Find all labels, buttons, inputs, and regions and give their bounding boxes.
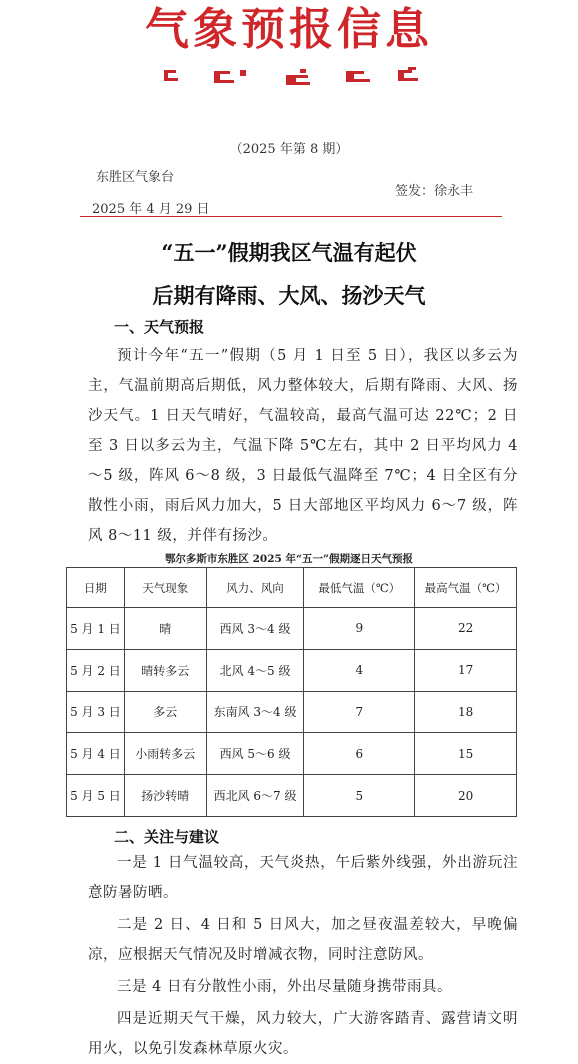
cell-min-temp: 6 [304,733,415,775]
cell-weather: 多云 [124,691,206,733]
cell-date: 5 月 1 日 [67,608,125,650]
cell-date: 5 月 4 日 [67,733,125,775]
cell-weather: 晴转多云 [124,649,206,691]
cell-weather: 扬沙转晴 [124,775,206,817]
cell-min-temp: 7 [304,691,415,733]
cell-max-temp: 18 [415,691,517,733]
header-cell: 风力、风向 [206,568,304,608]
table-row [67,649,517,691]
headline-line-2: 后期有降雨、大风、扬沙天气 [152,283,426,308]
cell-wind: 西北风 6～7 级 [206,775,304,817]
advice-item-1: 一是 1 日气温较高，天气炎热，午后紫外线强，外出游玩注意防暑防晒。 [88,855,518,901]
cell-min-temp: 5 [304,775,415,817]
signer: 签发：徐永丰 [395,184,474,199]
cell-date: 5 月 5 日 [67,775,125,817]
advice-item-2: 二是 2 日、4 日和 5 日风大，加之昼夜温差较大，早晚偏凉，应根据天气情况及时增减衣物，同时注意防风。 [88,917,518,963]
table-row [67,691,517,733]
header-divider [80,216,502,217]
cell-wind: 东南风 3～4 级 [206,691,304,733]
cell-wind: 北风 4～5 级 [206,649,304,691]
table-row [67,608,517,650]
daily-forecast-table [66,567,517,817]
cell-date: 5 月 3 日 [67,691,125,733]
cell-max-temp: 20 [415,775,517,817]
header-cell: 日期 [67,568,125,608]
cell-min-temp: 4 [304,649,415,691]
advice-item-4: 四是近期天气干燥，风力较大，广大游客踏青、露营请文明用火，以免引发森林草原火灾。 [88,1011,518,1057]
cell-max-temp: 22 [415,608,517,650]
cell-weather: 晴 [124,608,206,650]
cell-max-temp: 17 [415,649,517,691]
table-caption: 鄂尔多斯市东胜区 2025 年“五一”假期逐日天气预报 [164,553,414,565]
cell-weather: 小雨转多云 [124,733,206,775]
issue-date: 2025 年 4 月 29 日 [92,202,210,217]
mongolian-script-graphic [150,66,430,88]
header-cell: 最高气温（℃） [415,568,517,608]
section-title-forecast: 一、天气预报 [114,318,205,336]
table-row [67,775,517,817]
headline-line-1: “五一”假期我区气温有起伏 [161,240,417,265]
cell-max-temp: 15 [415,733,517,775]
table-row [67,733,517,775]
header-cell: 最低气温（℃） [304,568,415,608]
cell-wind: 西风 5～6 级 [206,733,304,775]
advice-item-3: 三是 4 日有分散性小雨，外出尽量随身携带雨具。 [117,979,452,995]
cell-min-temp: 9 [304,608,415,650]
header-cell: 天气现象 [124,568,206,608]
cell-wind: 西风 3～4 级 [206,608,304,650]
section-title-advice: 二、关注与建议 [114,828,220,846]
forecast-paragraph: 预计今年“五一”假期（5 月 1 日至 5 日），我区以多云为主，气温前期高后期低，风力整体较大，后期有降雨、大风、扬沙天气。1 日天气晴好，气温较高，最高气温可达 22℃；2 日至 3 日以多云为主，气温下降 5℃左右，其中 2 日平均风力 4～5 级，阵风 6～8 级，3 日最低气温降至 7℃；4 日全区有分散性小雨，雨后风力加大，5 日大部地区平均风力 6～7 级，阵风 8～11 级，并伴有扬沙。 [88,348,518,544]
cell-date: 5 月 2 日 [67,649,125,691]
issuing-organization: 东胜区气象台 [96,170,175,185]
table-header-row [67,568,517,608]
issue-number: （2025 年第 8 期） [229,142,349,157]
masthead-title: 气象预报信息 [145,4,433,55]
